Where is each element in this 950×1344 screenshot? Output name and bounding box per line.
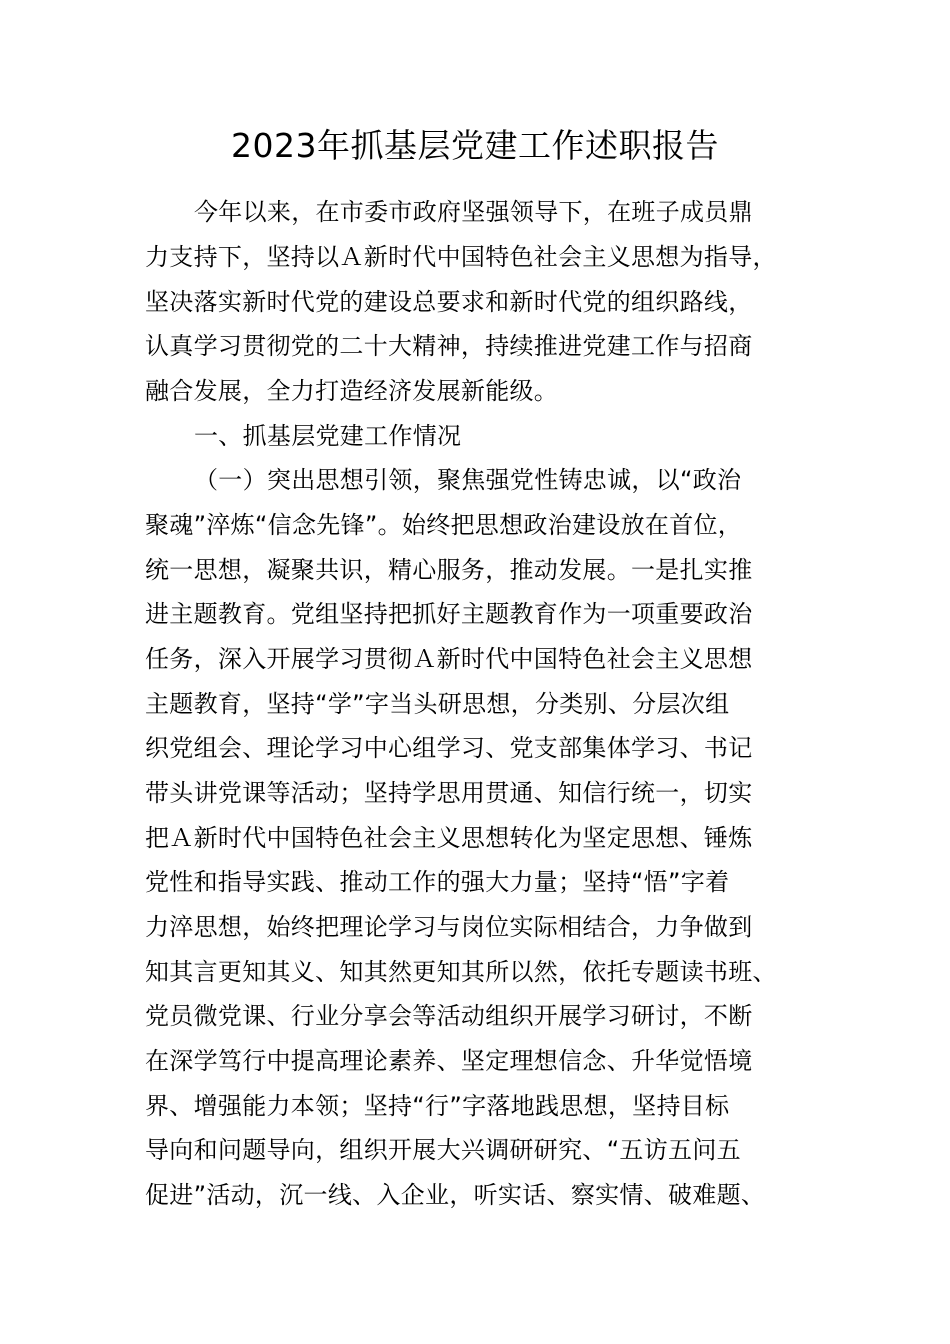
paragraph-line: 党性和指导实践、推动工作的强大力量；坚持“悟”字着 bbox=[145, 868, 730, 896]
paragraph-line: 今年以来，在市委市政府坚强领导下，在班子成员鼎 bbox=[194, 198, 753, 226]
paragraph-line: 织党组会、理论学习中心组学习、党支部集体学习、书记 bbox=[145, 734, 753, 762]
subsection-heading: （一）突出思想引领，聚焦强党性铸忠诚，以“政治 bbox=[194, 466, 742, 494]
paragraph-line: 党员微党课、行业分享会等活动组织开展学习研讨，不断 bbox=[145, 1002, 753, 1030]
paragraph-line: 主题教育，坚持“学”字当头研思想，分类别、分层次组 bbox=[145, 690, 730, 718]
section-heading: 一、抓基层党建工作情况 bbox=[194, 422, 462, 450]
paragraph-line: 带头讲党课等活动；坚持学思用贯通、知信行统一，切实 bbox=[145, 779, 753, 807]
paragraph-line: 认真学习贯彻党的二十大精神，持续推进党建工作与招商 bbox=[145, 332, 753, 360]
paragraph-line: 力支持下，坚持以Ａ新时代中国特色社会主义思想为指导， bbox=[145, 243, 777, 271]
paragraph-line: 进主题教育。党组坚持把抓好主题教育作为一项重要政治 bbox=[145, 600, 753, 628]
paragraph-line: 力淬思想，始终把理论学习与岗位实际相结合，力争做到 bbox=[145, 913, 753, 941]
paragraph-line: 聚魂”淬炼“信念先锋”。始终把思想政治建设放在首位， bbox=[145, 511, 743, 539]
paragraph-line: 融合发展，全力打造经济发展新能级。 bbox=[145, 377, 559, 405]
paragraph-line: 在深学笃行中提高理论素养、坚定理想信念、升华觉悟境 bbox=[145, 1047, 753, 1075]
paragraph-line: 界、增强能力本领；坚持“行”字落地践思想，坚持目标 bbox=[145, 1092, 730, 1120]
paragraph-line: 统一思想，凝聚共识，精心服务，推动发展。一是扎实推 bbox=[145, 556, 753, 584]
document-title: 2023年抓基层党建工作述职报告 bbox=[231, 126, 719, 165]
paragraph-line: 任务，深入开展学习贯彻Ａ新时代中国特色社会主义思想 bbox=[145, 645, 753, 673]
paragraph-line: 导向和问题导向，组织开展大兴调研研究、“五访五问五 bbox=[145, 1136, 741, 1164]
paragraph-line: 促进”活动，沉一线、入企业，听实话、察实情、破难题、 bbox=[145, 1181, 766, 1209]
paragraph-line: 坚决落实新时代党的建设总要求和新时代党的组织路线， bbox=[145, 288, 753, 316]
paragraph-line: 知其言更知其义、知其然更知其所以然，依托专题读书班、 bbox=[145, 958, 777, 986]
paragraph-line: 把Ａ新时代中国特色社会主义思想转化为坚定思想、锤炼 bbox=[145, 824, 753, 852]
